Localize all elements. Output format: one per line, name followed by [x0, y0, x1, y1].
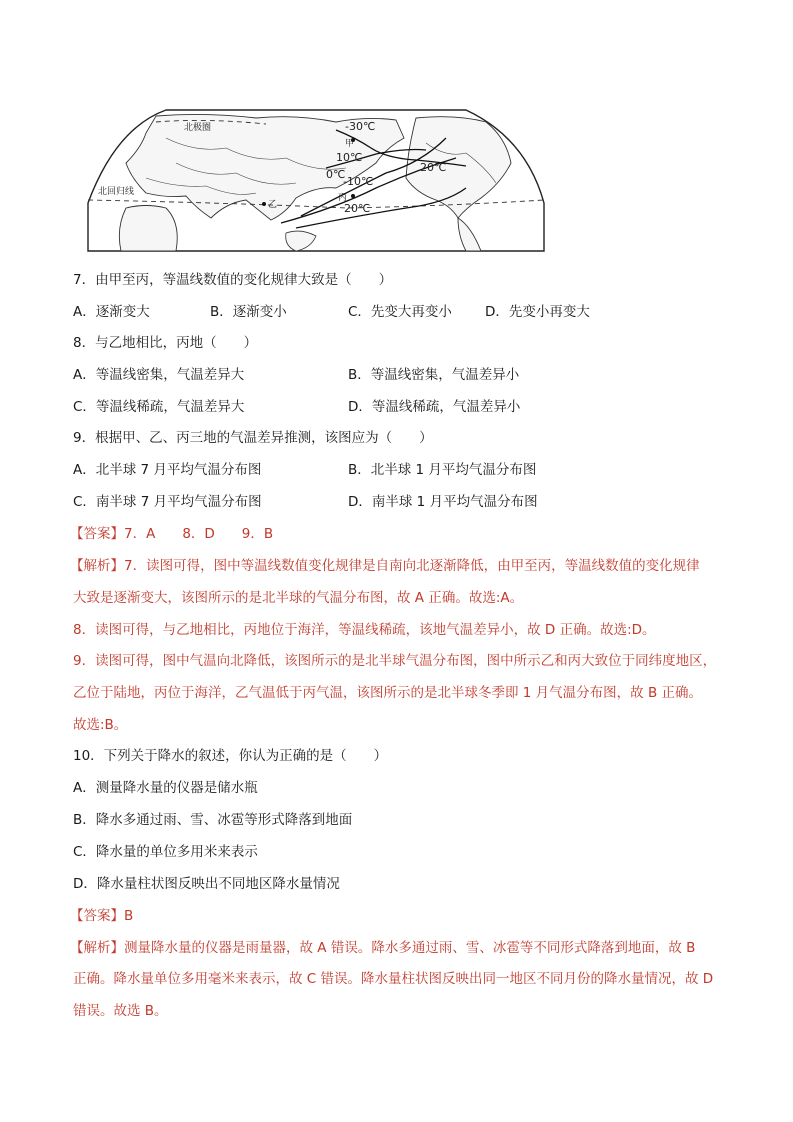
- analysis-9-line-1: 9．读图可得，图中气温向北降低，该图所示的是北半球气温分布图，图中所示乙和丙大致位于同纬度地区，: [73, 653, 717, 669]
- q9-option-a: A．北半球 7 月平均气温分布图: [73, 462, 262, 478]
- answer-10-text: B: [124, 908, 134, 924]
- q10-option-c: C．降水量的单位多用米来表示: [73, 844, 258, 860]
- q7-stem: 7．由甲至丙，等温线数值的变化规律大致是（ ）: [73, 272, 393, 288]
- answer-7-9: [70, 524, 273, 544]
- label-iso-m30: -30℃: [345, 120, 376, 133]
- point-yi: [262, 202, 266, 206]
- analysis-7-line-1: [70, 556, 700, 576]
- q7-option-a: A．逐渐变大: [73, 304, 150, 320]
- q9-option-d: D．南半球 1 月平均气温分布图: [348, 494, 538, 510]
- label-jia: 甲: [345, 139, 355, 149]
- label-tropic-of-cancer: 北回归线: [98, 187, 135, 197]
- q8-option-b: B．等温线密集，气温差异小: [348, 367, 520, 383]
- answer-tag: 【答案】: [70, 526, 124, 542]
- isotherm-map: [86, 108, 546, 253]
- q10-stem: 10．下列关于降水的叙述，你认为正确的是（ ）: [73, 748, 388, 764]
- analysis-7-line-2: 大致是逐渐变大，该图所示的是北半球的气温分布图，故 A 正确。故选:A。: [73, 590, 524, 606]
- analysis-10-text-1: 测量降水量的仪器是雨量器，故 A 错误。降水多通过雨、雪、冰雹等不同形式降落到地面，故 B: [124, 940, 696, 956]
- q7-option-d: D．先变小再变大: [485, 304, 590, 320]
- analysis-10-line-2: 正确。降水量单位多用毫米来表示，故 C 错误。降水量柱状图反映出同一地区不同月份的降水量情况，故 D: [73, 971, 714, 987]
- label-iso-20-right: 20℃: [420, 161, 447, 174]
- isotherm-map-svg: [86, 108, 546, 253]
- q10-option-d: D．降水量柱状图反映出不同地区降水量情况: [73, 876, 340, 892]
- analysis-10-line-1: [70, 938, 695, 958]
- q9-option-c: C．南半球 7 月平均气温分布图: [73, 494, 262, 510]
- label-arctic-circle: 北极圈: [184, 123, 212, 133]
- label-iso-m10: -10℃: [343, 175, 374, 188]
- label-iso-0: 0℃: [326, 168, 346, 181]
- analysis-10-tag: 【解析】: [70, 940, 124, 956]
- q8-option-a: A．等温线密集，气温差异大: [73, 367, 245, 383]
- q9-option-b: B．北半球 1 月平均气温分布图: [348, 462, 537, 478]
- analysis-9-line-3: 故选:B。: [73, 717, 128, 733]
- analysis-tag: 【解析】: [70, 558, 124, 574]
- q8-option-c: C．等温线稀疏，气温差异大: [73, 399, 245, 415]
- q7-option-b: B．逐渐变小: [210, 304, 287, 320]
- q8-option-d: D．等温线稀疏，气温差异小: [348, 399, 521, 415]
- answer-10-tag: 【答案】: [70, 908, 124, 924]
- analysis-10-line-3: 错误。故选 B。: [73, 1003, 168, 1019]
- q9-stem: 9．根据甲、乙、丙三地的气温差异推测，该图应为（ ）: [73, 430, 433, 446]
- analysis-9-line-2: 乙位于陆地，丙位于海洋，乙气温低于丙气温，该图所示的是北半球冬季即 1 月气温分布图，故 B 正确。: [73, 685, 703, 701]
- analysis-7-text-1: 7．读图可得，图中等温线数值变化规律是自南向北逐渐降低，由甲至丙，等温线数值的变化规律: [124, 558, 700, 574]
- label-bing: 丙: [338, 193, 348, 203]
- q8-stem: 8．与乙地相比，丙地（ ）: [73, 335, 258, 351]
- label-yi: 乙: [268, 200, 278, 210]
- label-iso-10: 10℃: [336, 151, 363, 164]
- answer-text: 7．A 8．D 9．B: [124, 526, 274, 542]
- answer-10: [70, 906, 133, 926]
- point-bing: [351, 194, 355, 198]
- q7-option-c: C．先变大再变小: [348, 304, 452, 320]
- q10-option-a: A．测量降水量的仪器是储水瓶: [73, 780, 258, 796]
- label-iso-20-bottom: 20℃: [344, 202, 371, 215]
- q10-option-b: B．降水多通过雨、雪、冰雹等形式降落到地面: [73, 812, 353, 828]
- analysis-8: 8．读图可得，与乙地相比，丙地位于海洋，等温线稀疏，该地气温差异小，故 D 正确。故选:D。: [73, 622, 656, 638]
